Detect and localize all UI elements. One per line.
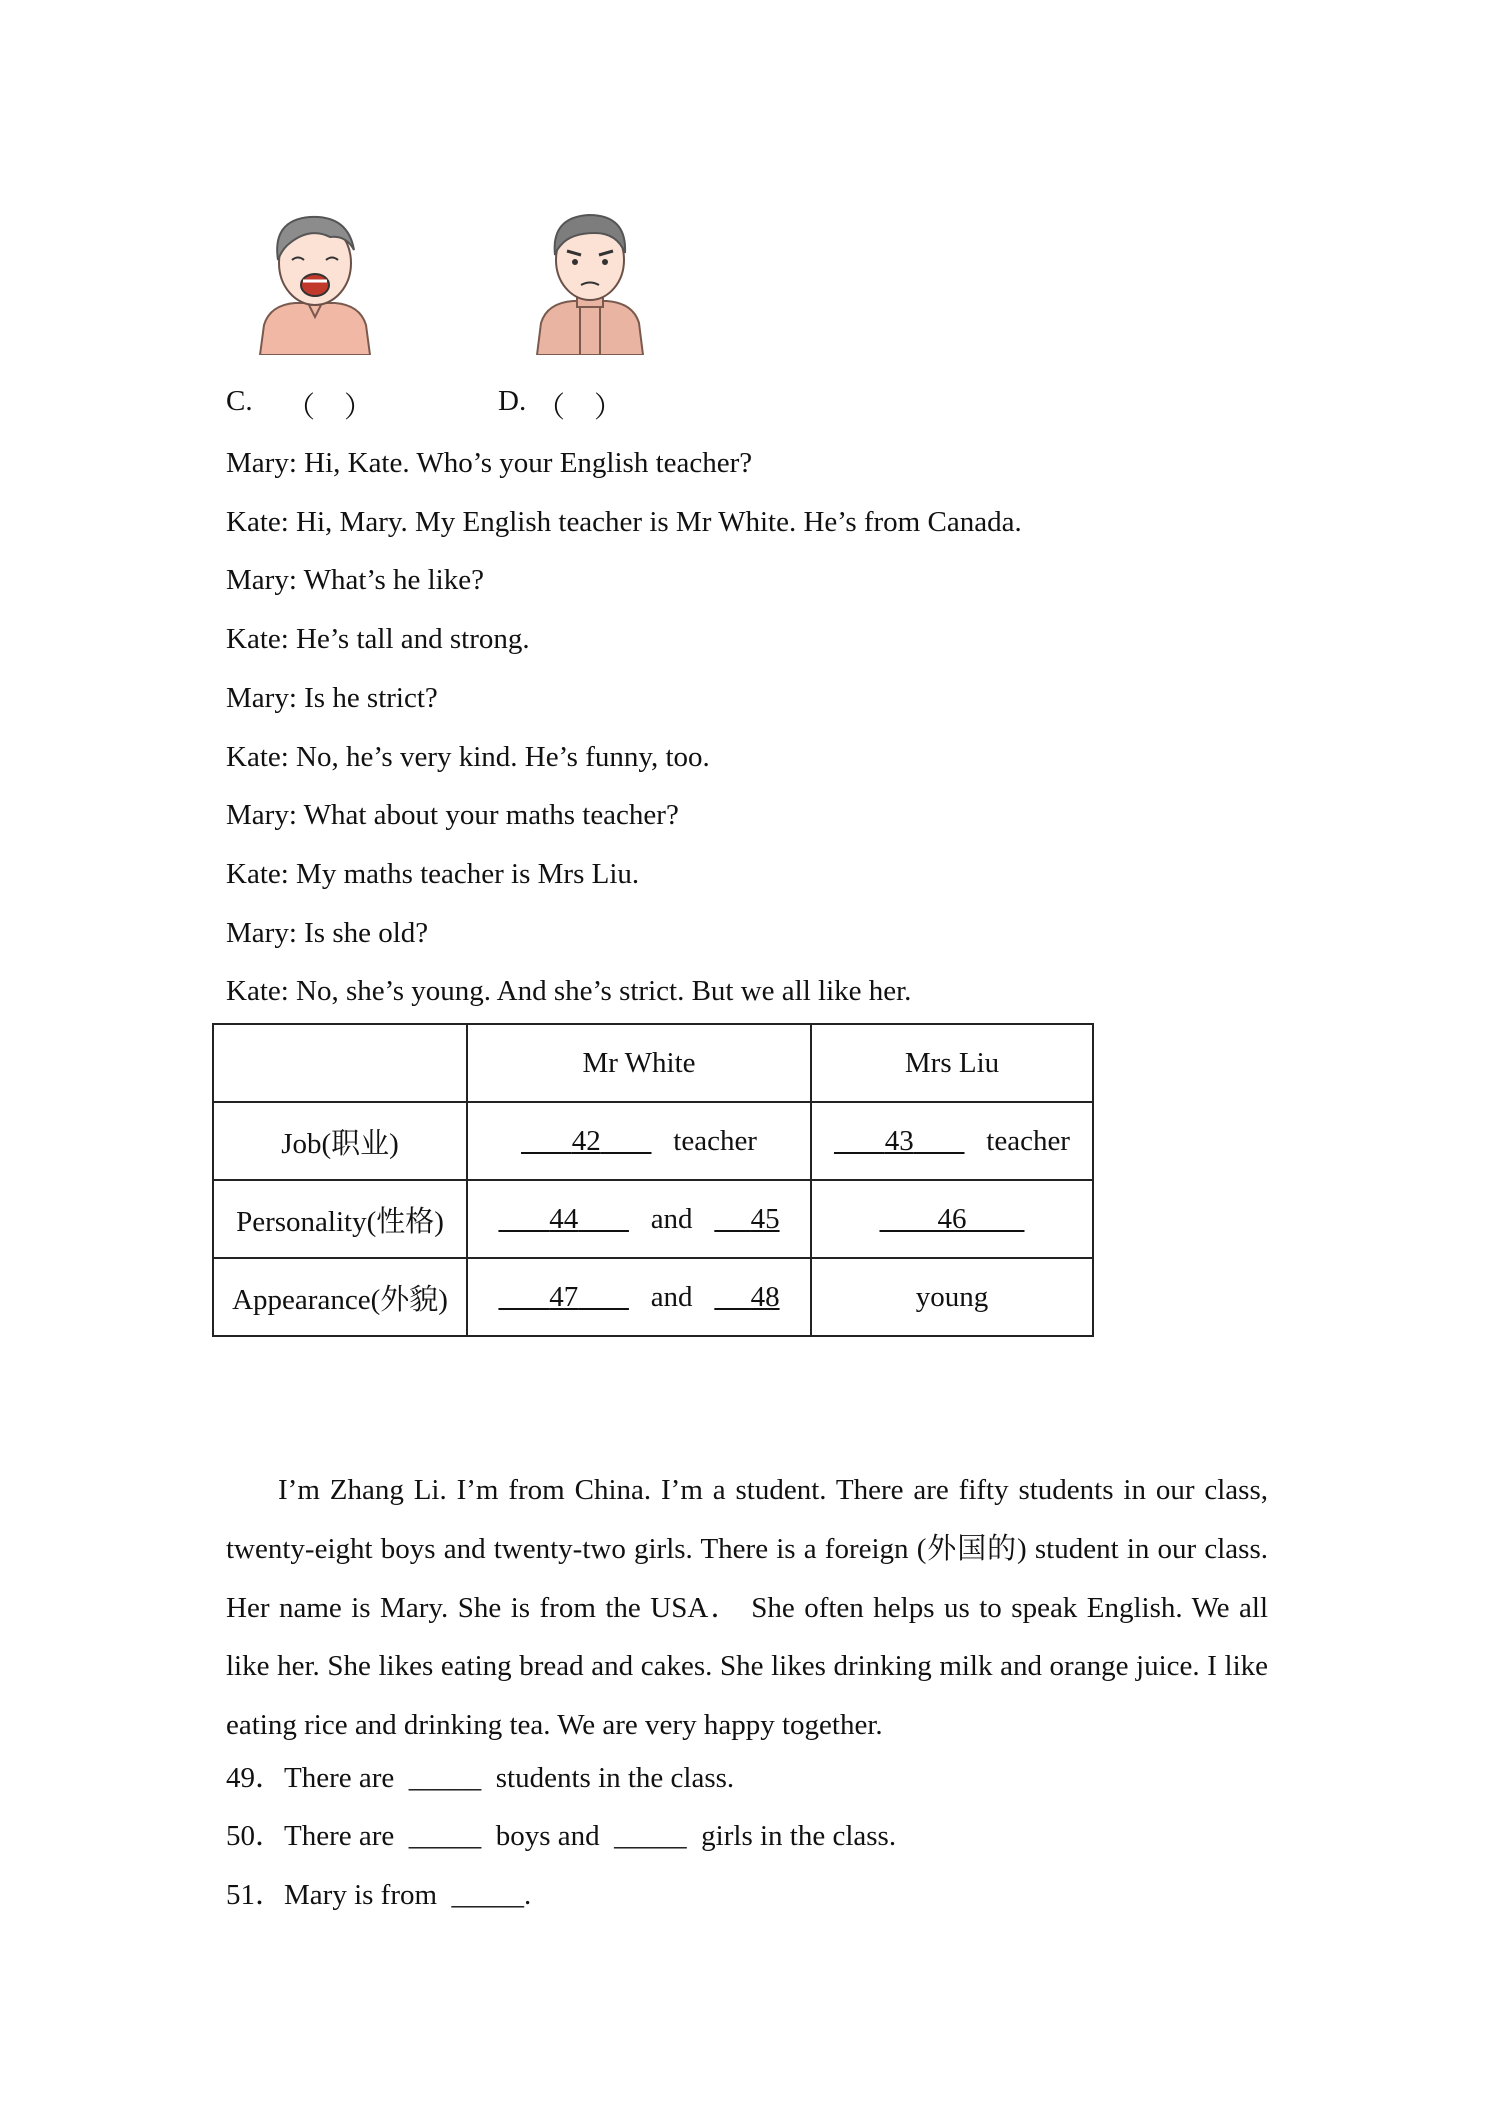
option-c-label: C. bbox=[226, 385, 253, 417]
table-row bbox=[213, 1180, 1093, 1258]
teacher-info-table bbox=[212, 1023, 1094, 1337]
answer-blank[interactable]: 46 bbox=[937, 1202, 967, 1235]
dialogue-line: Kate: No, he’s very kind. He’s funny, too. bbox=[226, 741, 710, 773]
option-c-answer-paren: （ ） bbox=[286, 392, 374, 424]
table-cell bbox=[811, 1180, 1093, 1258]
answer-blank[interactable]: 48 bbox=[750, 1280, 780, 1313]
cell-text: and bbox=[650, 1280, 693, 1313]
option-d-label: D. bbox=[498, 385, 527, 417]
answer-blank[interactable]: 45 bbox=[750, 1202, 780, 1235]
cell-text: teacher bbox=[673, 1124, 757, 1157]
answer-blank[interactable]: 44 bbox=[549, 1202, 579, 1235]
dialogue-line: Mary: Is she old? bbox=[226, 917, 429, 949]
dialogue-line: Mary: Is he strict? bbox=[226, 682, 438, 714]
question-50: 50．There are _____ boys and _____ girls in the class. bbox=[226, 1820, 897, 1852]
table-row bbox=[213, 1258, 1093, 1336]
table-cell: young bbox=[811, 1258, 1093, 1336]
answer-blank[interactable]: 42 bbox=[571, 1124, 601, 1157]
reading-passage: I’m Zhang Li. I’m from China. I’m a student. There are fifty students in our class, twenty-eight boys and twenty-two girls. There is a foreign (外国的) student in our class. Her name is Mary. She is from the USA． She often helps us to speak English. We all like her. She likes eating bread and cakes. She likes drinking milk and orange juice. I like eating rice and drinking tea. We are very happy together. bbox=[226, 1474, 1268, 1742]
option-d-answer-paren: （ ） bbox=[536, 392, 624, 424]
frowning-teacher-picture bbox=[525, 205, 655, 355]
table-cell bbox=[467, 1102, 811, 1180]
table-header-cell bbox=[213, 1024, 467, 1102]
question-51: 51．Mary is from _____. bbox=[226, 1879, 532, 1911]
question-49: 49．There are _____ students in the class. bbox=[226, 1762, 735, 1794]
cell-text: teacher bbox=[986, 1124, 1070, 1157]
dialogue-line: Mary: Hi, Kate. Who’s your English teacher? bbox=[226, 447, 753, 479]
dialogue-line: Kate: He’s tall and strong. bbox=[226, 623, 530, 655]
table-header-cell: Mrs Liu bbox=[811, 1024, 1093, 1102]
answer-blank[interactable]: 43 bbox=[884, 1124, 914, 1157]
dialogue-line: Kate: Hi, Mary. My English teacher is Mr White. He’s from Canada. bbox=[226, 506, 1022, 538]
table-row bbox=[213, 1102, 1093, 1180]
table-header-row bbox=[213, 1024, 1093, 1102]
laughing-boy-picture bbox=[250, 205, 380, 355]
cell-text: and bbox=[650, 1202, 693, 1235]
row-label: Personality(性格) bbox=[213, 1180, 467, 1258]
dialogue-line: Kate: No, she’s young. And she’s strict. But we all like her. bbox=[226, 975, 912, 1007]
table-header-cell: Mr White bbox=[467, 1024, 811, 1102]
table-cell bbox=[811, 1102, 1093, 1180]
dialogue-line: Kate: My maths teacher is Mrs Liu. bbox=[226, 858, 640, 890]
table-cell bbox=[467, 1258, 811, 1336]
row-label: Appearance(外貌) bbox=[213, 1258, 467, 1336]
dialogue-line: Mary: What about your maths teacher? bbox=[226, 799, 679, 831]
dialogue-line: Mary: What’s he like? bbox=[226, 564, 484, 596]
table-cell bbox=[467, 1180, 811, 1258]
row-label: Job(职业) bbox=[213, 1102, 467, 1180]
answer-blank[interactable]: 47 bbox=[549, 1280, 579, 1313]
